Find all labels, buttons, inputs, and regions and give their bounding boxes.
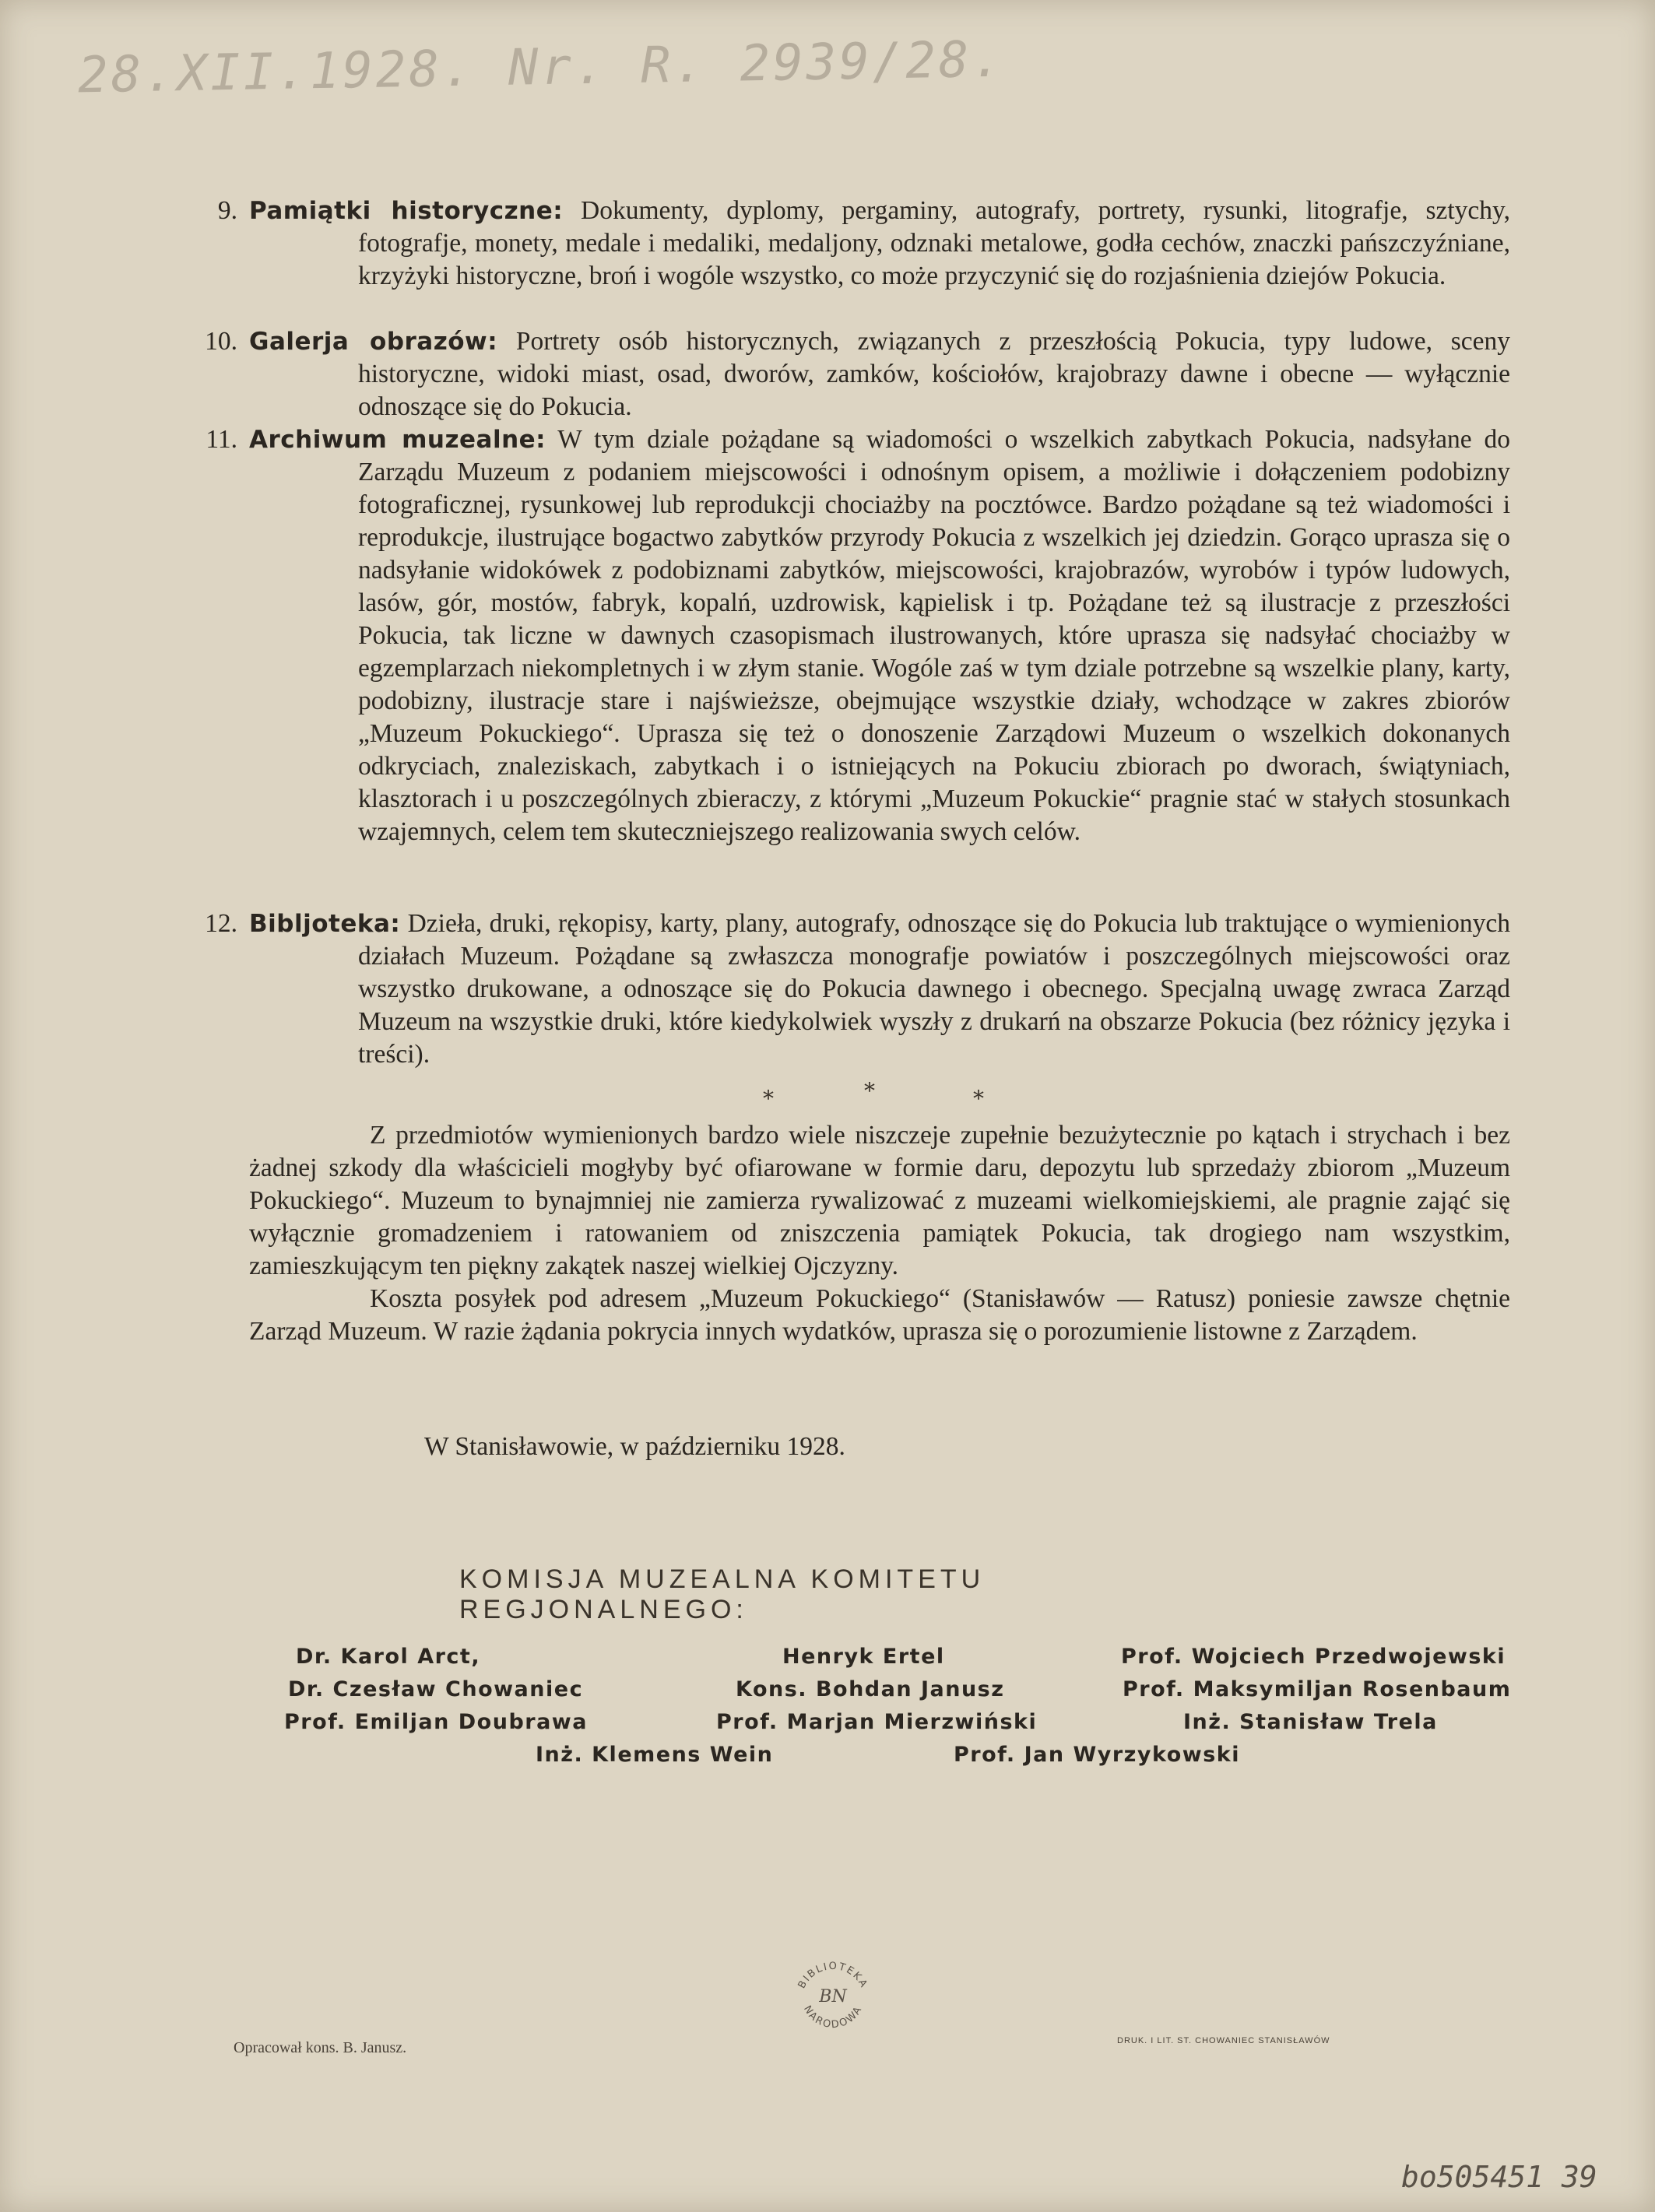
member-name: Inż. Klemens Wein [536, 1743, 774, 1767]
stamp-top-text: BIBLIOTEKA [796, 1960, 870, 1991]
member-name: Henryk Ertel [782, 1645, 945, 1669]
item-text [249, 325, 1510, 423]
footer-compiler: Opracował kons. B. Janusz. [234, 2039, 407, 2056]
member-name: Prof. Jan Wyrzykowski [954, 1743, 1240, 1767]
member-name: Inż. Stanisław Trela [1183, 1710, 1438, 1734]
item-body: Dokumenty, dyplomy, pergaminy, autografy, portrety, rysunki, litografje, sztychy, fotografje, monety, medale i medaliki, medaljony, odznaki metalowe, godła cechów, znaczki pańszczyźniane, krzyżyki historyczne, broń i wogóle wszystko, co może przyczynić się do rozjaśnienia dziejów Pokucia. [358, 196, 1510, 290]
catalog-number: bo505451 39 [1401, 2160, 1597, 2194]
library-stamp-icon [790, 1954, 876, 2039]
member-name: Prof. Maksymiljan Rosenbaum [1123, 1677, 1512, 1701]
list-item-9 [217, 195, 1510, 293]
item-title: Pamiątki historyczne: [249, 197, 564, 225]
member-name: Kons. Bohdan Janusz [736, 1677, 1005, 1701]
committee-title: KOMISJA MUZEALNA KOMITETU REGJONALNEGO: [459, 1564, 986, 1624]
item-number: 12. [205, 909, 237, 938]
list-item-12 [205, 908, 1510, 1071]
member-name: Dr. Karol Arct, [296, 1645, 481, 1669]
item-body: Dzieła, druki, rękopisy, karty, plany, autografy, odnoszące się do Pokucia lub traktujące o wymienionych działach Muzeum. Pożądane są zwłaszcza monografje powiatów i poszczególnych miejscowości oraz wszystko drukowane, a odnoszące się do Pokucia dawnego i obecnego. Specjalną uwagę zwraca Zarząd Muzeum na wszystkie druki, które kiedykolwiek wyszły z drukarń na obszarze Pokucia (bez różnicy języka i treści). [358, 909, 1510, 1069]
item-title: Galerja obrazów: [249, 328, 498, 356]
closing-paragraphs [249, 1119, 1510, 1348]
list-item-10 [205, 325, 1510, 423]
item-number: 9. [217, 196, 237, 225]
item-text [249, 195, 1510, 293]
item-title: Bibljoteka: [249, 910, 401, 938]
item-text [249, 423, 1510, 848]
item-body: Portrety osób historycznych, związanych z przeszłością Pokucia, typy ludowe, sceny historyczne, widoki miast, osad, dworów, zamków, kościołów, krajobrazy dawne i obecne — wyłącznie odnoszące się do Pokucia. [358, 327, 1510, 421]
svg-text:NARODOWA [801, 2003, 865, 2031]
member-name: Prof. Emiljan Doubrawa [284, 1710, 588, 1734]
stamp-center-text: BN [819, 1987, 847, 2007]
item-title: Archiwum muzealne: [249, 426, 546, 454]
item-number: 10. [205, 327, 237, 356]
handwritten-registration-note: 28.XII.1928. Nr. R. 2939/28. [77, 30, 1006, 105]
date-line: W Stanisławowie, w październiku 1928. [424, 1432, 845, 1461]
member-name: Prof. Marjan Mierzwiński [716, 1710, 1038, 1734]
paragraph: Koszta posyłek pod adresem „Muzeum Pokuckiego“ (Stanisławów — Ratusz) poniesie zawsze chętnie Zarząd Muzeum. W razie żądania pokrycia innych wydatków, uprasza się o porozumienie listowne z Zarządem. [249, 1284, 1510, 1346]
item-body: W tym dziale pożądane są wiadomości o wszelkich zabytkach Pokucia, nadsyłane do Zarządu Muzeum z podaniem miejscowości i odnośnym opisem, a możliwie i dołączeniem podobizny fotograficznej, rysunkowej lub reprodukcji chociażby na pocztówce. Bardzo pożądane są też wiadomości i reprodukcje, ilustrujące bogactwo zabytków przyrody Pokucia z wszelkich jej dziedzin. Gorąco uprasza się o nadsyłanie widokówek z podobiznami zabytków, miejscowości, krajobrazów, wyrobów i typów ludowych, lasów, gór, mostów, fabryk, kopalń, uzdrowisk, kąpielisk i tp. Pożądane też są ilustracje z przeszłości Pokucia, tak liczne w dawnych czasopismach ilustrowanych, które uprasza się nadsyłać chociażby w egzemplarzach niekompletnych i w złym stanie. Wogóle zaś w tym dziale potrzebne są wszelkie plany, karty, podobizny, ilustracje stare i najświeższe, obejmujące wszystkie działy, wchodzące w zakres zbiorów „Muzeum Pokuckiego“. Uprasza się też o donoszenie Zarządowi Muzeum o wszelkich dokonanych odkryciach, znaleziskach, zabytkach i o istniejących na Pokuciu zbiorach po dworach, świątyniach, klasztorach i u poszczególnych zbieraczy, z którymi „Muzeum Pokuckie“ pragnie stać w stałych stosunkach wzajemnych, celem tem skuteczniejszego realizowania swych celów. [358, 425, 1510, 846]
footer-printer: DRUK. I LIT. ST. CHOWANIEC STANISŁAWÓW [1117, 2036, 1330, 2045]
item-number: 11. [206, 425, 237, 454]
item-text [249, 908, 1510, 1071]
svg-text:BIBLIOTEKA [796, 1961, 870, 1991]
separator-star: * [864, 1078, 875, 1104]
paragraph: Z przedmiotów wymienionych bardzo wiele niszczeje zupełnie bezużytecznie po kątach i strychach i bez żadnej szkody dla właścicieli mogłyby być ofiarowane w formie daru, depozytu lub sprzedaży zbiorom „Muzeum Pokuckiego“. Muzeum to bynajmniej nie zamierza rywalizować z muzeami wielkomiejskiemi, ale pragnie zająć się wyłącznie gromadzeniem i ratowaniem od zniszczenia pamiątek Pokucia, tak drogiego nam wszystkim, zamieszkującym ten piękny zakątek naszej wielkiej Ojczyzny. [249, 1121, 1510, 1280]
separator-star: * [763, 1086, 774, 1111]
separator-star: * [973, 1086, 984, 1111]
list-item-11 [206, 423, 1510, 848]
member-name: Dr. Czesław Chowaniec [288, 1677, 584, 1701]
member-name: Prof. Wojciech Przedwojewski [1121, 1645, 1506, 1669]
stamp-bottom-text: NARODOWA [800, 2003, 865, 2031]
